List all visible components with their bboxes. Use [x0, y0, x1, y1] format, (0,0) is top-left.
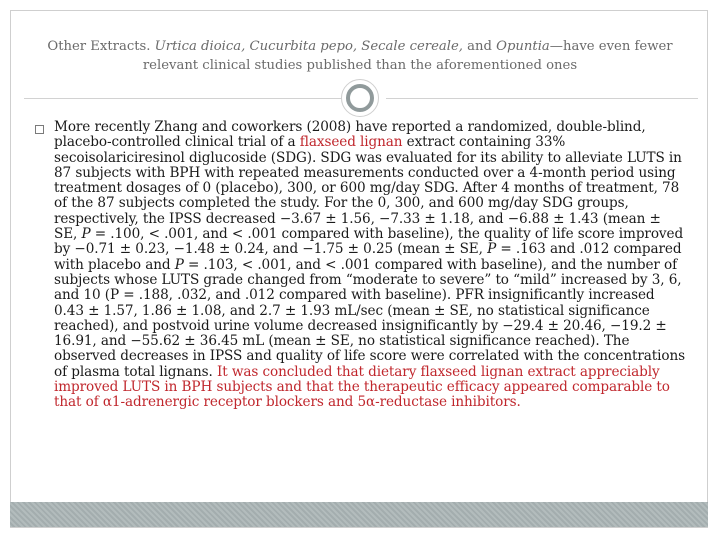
- title-tail: —have even fewer relevant clinical studies published than the aforementioned ones: [142, 39, 673, 73]
- p-value-label-2: P: [487, 241, 497, 258]
- bottom-decorative-bar: [10, 502, 708, 527]
- highlight-flaxseed-lignan: flaxseed lignan: [299, 134, 403, 151]
- title-divider-right: [386, 98, 698, 99]
- title-and: and: [462, 39, 497, 54]
- body-text-2: extract containing 33% secoisolariciresinol diglucoside (SDG). SDG was evaluated for its ability to alleviate LUTS in 87 subjects with BPH with repeated measurements conducted over a 4-month period using treatment dosages of 0 (placebo), 300, or 600 mg/day SDG. After 4 months of treatment, 78 of the 87 subjects completed the study. For the 0, 300, and 600 mg/day SDG groups, respectively, the IPSS decreased −3.67 ± 1.56, −7.33 ± 1.18, and −6.88 ± 1.43 (mean ± SE,: [54, 134, 682, 243]
- p-value-label-1: P: [81, 226, 91, 243]
- bullet-paragraph: [54, 120, 686, 411]
- hollow-square-bullet-icon: [35, 125, 44, 134]
- title-lead: Other Extracts.: [47, 39, 155, 54]
- divider-circle-icon: [341, 79, 379, 117]
- body-text-3: = .100, < .001, and < .001 compared with baseline), the quality of life score improved by −0.71 ± 0.23, −1.48 ± 0.24, and −1.75 ± 0.25 (mean ± SE,: [54, 226, 684, 258]
- body-text-5: = .103, < .001, and < .001 compared with baseline), and the number of subjects whose LUTS grade changed from “moderate to severe” to “mild” increased by 3, 6, and 10 (P = .188, .032, and .012 compared with baseline). PFR insignificantly increased 0.43 ± 1.57, 1.86 ± 1.08, and 2.7 ± 1.93 mL/sec (mean ± SE, no statistical significance reached), and postvoid urine volume decreased insignificantly by −29.4 ± 20.46, −19.2 ± 16.91, and −55.62 ± 36.45 mL (mean ± SE, no statistical significance reached). The observed decreases in IPSS and quality of life score were correlated with the concentrations of plasma total lignans.: [54, 256, 686, 380]
- slide-title: [24, 37, 696, 75]
- title-species2: Opuntia: [496, 39, 550, 54]
- highlight-conclusion: It was concluded that dietary flaxseed lignan extract appreciably improved LUTS in BPH subjects and that the therapeutic efficacy appeared comparable to that of α1-adrenergic receptor blockers and 5α-reductase inhibitors.: [54, 363, 670, 411]
- title-species: Urtica dioica, Cucurbita pepo, Secale cereale,: [154, 39, 463, 54]
- p-value-label-3: P: [174, 256, 184, 273]
- body-text-4: = .163 and .012 compared with placebo and: [54, 241, 682, 273]
- divider-ring-icon: [346, 84, 374, 112]
- body-text-1: More recently Zhang and coworkers (2008) have reported a randomized, double-blind, placebo-controlled clinical trial of a: [54, 119, 646, 151]
- title-divider-left: [24, 98, 346, 99]
